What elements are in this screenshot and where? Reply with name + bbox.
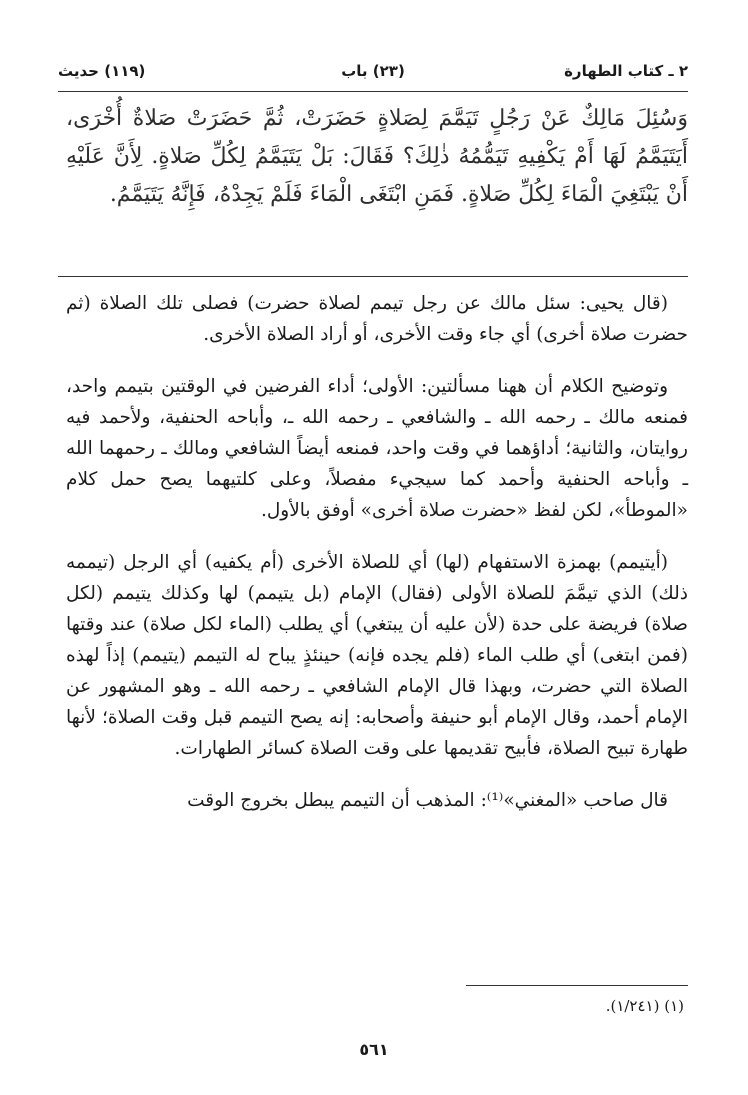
- commentary-paragraph: (أيتيمم) بهمزة الاستفهام (لها) أي للصلاة الأخرى (أم يكفيه) أي الرجل (تيممه ذلك) الذي تيمَّمَ للصلاة الأولى (فقال) الإمام (بل يتيمم) لها وكذلك يتيمم (لكل صلاة) فريضة على حدة (لأن عليه أن يبتغي) أي يطلب (الماء لكل صلاة) عند وقتها (فمن ابتغى) أي طلب الماء (فلم يجده فإنه) حينئذٍ يباح له التيمم (يتيمم) إذاً لهذه الصلاة التي حضرت، وبهذا قال الإمام الشافعي ـ رحمه الله ـ وهو المشهور عن الإمام أحمد، وقال الإمام أبو حنيفة وأصحابه: إنه يصح التيمم قبل وقت الصلاة؛ لأنها طهارة تبيح الصلاة، فأبيح تقديمها على وقت الصلاة كسائر الطهارات.: [66, 552, 688, 759]
- footnote-divider: [466, 985, 688, 986]
- running-header: [58, 62, 688, 90]
- commentary-paragraph: وتوضيح الكلام أن ههنا مسألتين: الأولى؛ أداء الفرضين في الوقتين بتيمم واحد، فمنعه مالك ـ رحمه الله ـ والشافعي ـ رحمه الله ـ، وأباحه الحنفية، ولأحمد فيه روايتان، والثانية؛ أداؤهما في وقت واحد، فمنعه أيضاً الشافعي ومالك ـ رحمهما الله ـ وأباحه الحنفية وأحمد كما سيجيء مفصلاً، وعلى كلتيهما يصح حمل كلام «الموطأ»، لكن لفظ «حضرت صلاة أخرى» أوفق بالأول.: [66, 376, 688, 521]
- commentary: [66, 288, 688, 837]
- commentary-paragraph: (قال يحيى: سئل مالك عن رجل تيمم لصلاة حضرت) فصلى تلك الصلاة (ثم حضرت صلاة أخرى) أي جاء وقت الأخرى، أو أراد الصلاة الأخرى.: [66, 293, 688, 345]
- page-number: ٥٦١: [359, 1040, 389, 1059]
- commentary-paragraph: قال صاحب «المغني»⁽¹⁾: المذهب أن التيمم يبطل بخروج الوقت: [187, 790, 668, 811]
- header-divider: [58, 91, 688, 92]
- matn-text: وَسُئِلَ مَالِكٌ عَنْ رَجُلٍ تَيَمَّمَ لِصَلاةٍ حَضَرَتْ، ثُمَّ حَضَرَتْ صَلاةٌ أُخْرَى، أَيَتَيَمَّمُ لَهَا أَمْ يَكْفِيهِ تَيَمُّمُهُ ذٰلِكَ؟ فَقَالَ: بَلْ يَتَيَمَّمُ لِكُلِّ صَلاةٍ. لِأَنَّ عَلَيْهِ أَنْ يَبْتَغِيَ الْمَاءَ لِكُلِّ صَلاةٍ. فَمَنِ ابْتَغَى الْمَاءَ فَلَمْ يَجِدْهُ، فَإِنَّهُ يَتَيَمَّمُ.: [66, 106, 688, 207]
- section-title: (٢٣) باب: [341, 62, 405, 80]
- matn-divider: [58, 276, 688, 277]
- footnote: (١) (١/٢٤١).: [605, 997, 684, 1015]
- chapter-title: ٢ ـ كتاب الطهارة: [564, 62, 688, 80]
- hadith-count: (١١٩) حديث: [58, 62, 146, 80]
